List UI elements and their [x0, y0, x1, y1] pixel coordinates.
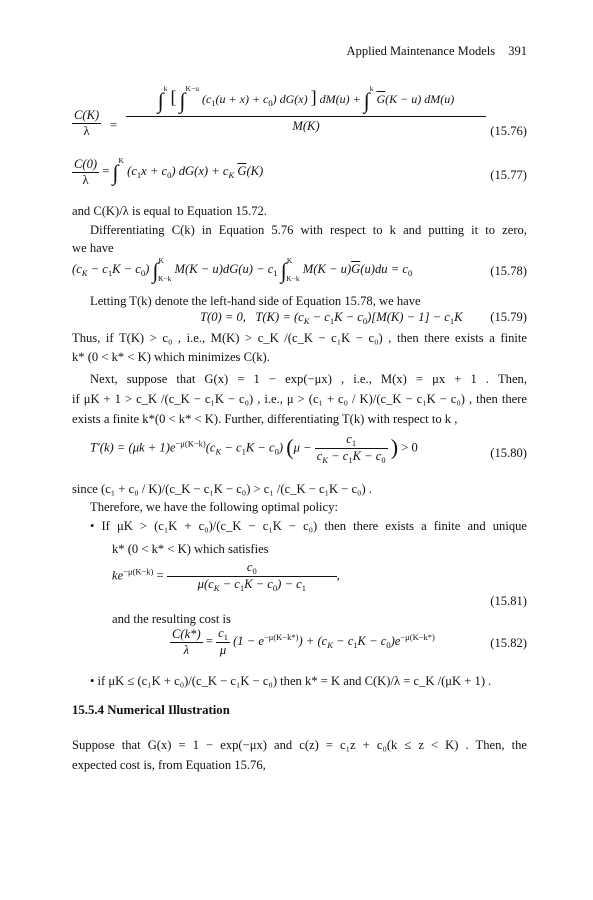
paragraph-6: since (c₁ + c₀ / K)/(c_K − c₁K − c₀) > c₁ /(c_K − c₁K − c₀) .	[72, 482, 372, 496]
paragraph-5b: if μK + 1 > c_K /(c_K − c₁K − c₀) , i.e., μ > (c₁ + c₀ / K)/(c_K − c₁K − c₀) , then there	[72, 392, 527, 406]
paragraph-8a: Suppose that G(x) = 1 − exp(−μx) and c(z) = c₁z + c₀(k ≤ z < K) . Then, the	[72, 738, 527, 752]
paragraph-3: Letting T(k) denote the left-hand side of Equation 15.78, we have	[90, 294, 421, 308]
paragraph-7: Therefore, we have the following optimal policy:	[90, 500, 338, 514]
eq-number-15-77: (15.77)	[490, 168, 527, 182]
running-header	[347, 44, 527, 59]
paragraph-8b: expected cost is, from Equation 15.76,	[72, 758, 266, 772]
paragraph-4a: Thus, if T(K) > c₀ , i.e., M(K) > c_K /(c_K − c₁K − c₀) , then there exists a finite	[72, 331, 527, 345]
paragraph-5c: exists a finite k*(0 < k* < K). Further, differentiating T(k) with respect to k ,	[72, 412, 458, 426]
equation-15-79: T(0) = 0, $T(K) = (c_K - c_1K - c_0)[M(K) - 1] - c_1K$	[200, 310, 463, 326]
paragraph-5a: Next, suppose that G(x) = 1 − exp(−μx) , i.e., M(x) = μx + 1 . Then,	[90, 372, 527, 386]
eq-number-15-80: (15.80)	[490, 446, 527, 460]
paragraph-2a: Differentiating C(k) in Equation 5.76 with respect to k and putting it to zero,	[90, 223, 527, 237]
bullet-2: • if μK ≤ (c₁K + c₀)/(c_K − c₁K − c₀) then k* = K and C(K)/λ = c_K /(μK + 1) .	[90, 674, 492, 688]
eq-number-15-79: (15.79)	[490, 310, 527, 324]
bullet-1c: and the resulting cost is	[112, 612, 231, 626]
bullet-1b: k* (0 < k* < K) which satisfies	[112, 542, 269, 556]
paragraph-4b: k* (0 < k* < K) which minimizes C(k).	[72, 350, 270, 364]
running-title: Applied Maintenance Models	[346, 44, 496, 58]
eq-number-15-78: (15.78)	[490, 264, 527, 278]
equation-15-78: $(c_K - c_1K - c_0)$ ∫$^K_{K-k}$ $M(K - u)dG(u) - c_1$ ∫$^K_{K-k}$ $M(K - u)\overline{G}(u)du = c_0$	[72, 256, 413, 283]
eq76-lhs: $\frac{C(K)}{\lambda}$	[74, 108, 100, 138]
eq-number-15-76: (15.76)	[490, 124, 527, 138]
equation-15-76: $\frac{C(K)}{\lambda}$ = ∫$^k$ [ ∫$^{K-u}$ $(c_1(u + x) + c_0)$ dG(x) ] dM(u) + ∫$^k$ $\overline{G}(K - u)$ dM(u) M(K)	[72, 84, 472, 154]
eq76-denominator: M(K)	[292, 119, 320, 133]
equation-15-80: $T'(k) = (\mu k + 1)e^{-\mu(K-k)}(c_K - c_1K - c_0)$ (μ − $\frac{c_1}{c_K - c_1K - c_0}$ ) > 0	[90, 432, 418, 465]
paragraph-2b: we have	[72, 241, 114, 255]
equation-15-82: $\frac{C(k*)}{\lambda}$ = $\frac{c_1}{\mu}$ $(1 - e^{-\mu(K-k*)}) + (c_K - c_1K - c_0)e^{-\mu(K-k*)}$	[172, 626, 435, 657]
eq-number-15-81: (15.81)	[490, 594, 527, 608]
bullet-1a: • If μK > (c₁K + c₀)/(c_K − c₁K − c₀) then there exists a finite and unique	[90, 519, 527, 533]
section-heading: 15.5.4 Numerical Illustration	[72, 703, 230, 717]
equation-15-77: $\frac{C(0)}{\lambda}$ = ∫$^K$ $(c_1x + c_0) dG(x) + c_K$ $\overline{G}(K)$	[74, 156, 264, 187]
paragraph-1: and C(K)/λ is equal to Equation 15.72.	[72, 204, 267, 218]
eq-number-15-82: (15.82)	[490, 636, 527, 650]
page-number: 391	[508, 44, 527, 58]
equation-15-81: $ke^{-\mu(K-k)}$ = $\frac{c_0}{\mu(c_K - c_1K - c_0) - c_1}$ ,	[112, 560, 340, 593]
